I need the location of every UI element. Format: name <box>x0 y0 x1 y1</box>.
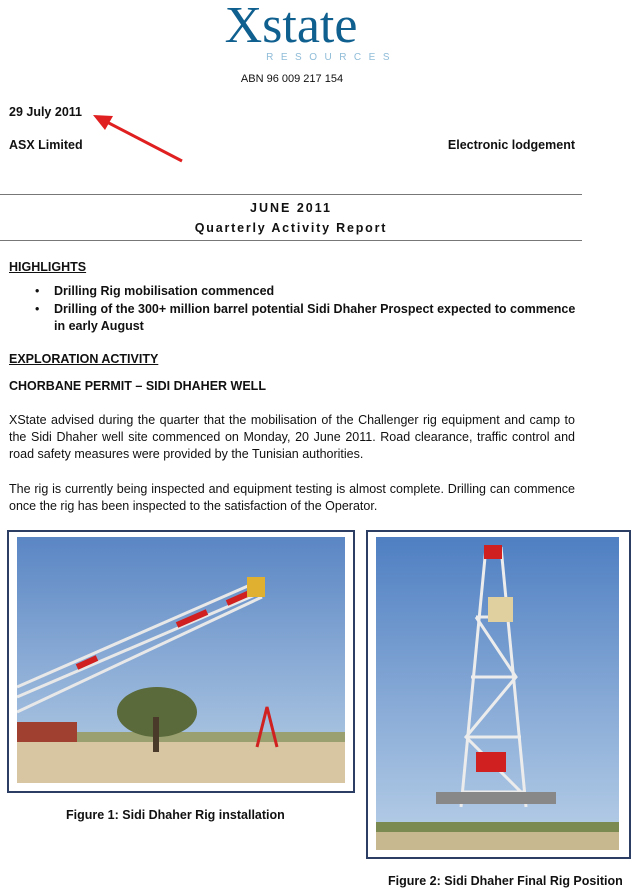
lodgement-type: Electronic lodgement <box>447 138 575 152</box>
bullet-icon: • <box>35 284 40 298</box>
highlight-item: Drilling Rig mobilisation commenced <box>54 284 275 298</box>
red-arrow-annotation <box>85 108 195 168</box>
figure-2-caption: Figure 2: Sidi Dhaher Final Rig Position <box>388 874 623 888</box>
divider-bottom <box>0 240 582 241</box>
figure-1-caption: Figure 1: Sidi Dhaher Rig installation <box>66 808 285 822</box>
bullet-icon: • <box>35 302 40 316</box>
highlights-heading: HIGHLIGHTS <box>9 260 87 274</box>
figure-1-photo <box>17 537 345 783</box>
permit-subheading: CHORBANE PERMIT – SIDI DHAHER WELL <box>9 379 266 393</box>
paragraph: XState advised during the quarter that the mobilisation of the Challenger rig equipment and camp to the Sidi Dhaher well site commenced on Monday, 20 June 2011. Road clearance, traffic control and road safety measures were provided by the Tunisian authorities. <box>9 413 575 461</box>
recipient: ASX Limited <box>9 138 83 152</box>
abn: ABN 96 009 217 154 <box>240 73 344 85</box>
paragraph: The rig is currently being inspected and equipment testing is almost complete. Drilling can commence once the rig has been inspected to the satisfaction of the Operator. <box>9 482 575 513</box>
divider-top <box>0 194 582 195</box>
logo-subtitle: RESOURCES <box>266 52 397 63</box>
highlight-item: Drilling of the 300+ million barrel potential Sidi Dhaher Prospect expected to commence in early August <box>54 302 576 333</box>
figure-2-photo <box>376 537 619 850</box>
report-title: Quarterly Activity Report <box>194 221 388 235</box>
report-date: 29 July 2011 <box>9 105 82 119</box>
exploration-heading: EXPLORATION ACTIVITY <box>9 352 159 366</box>
logo-brand: Xstate <box>224 2 358 50</box>
report-title-period: JUNE 2011 <box>250 201 332 215</box>
